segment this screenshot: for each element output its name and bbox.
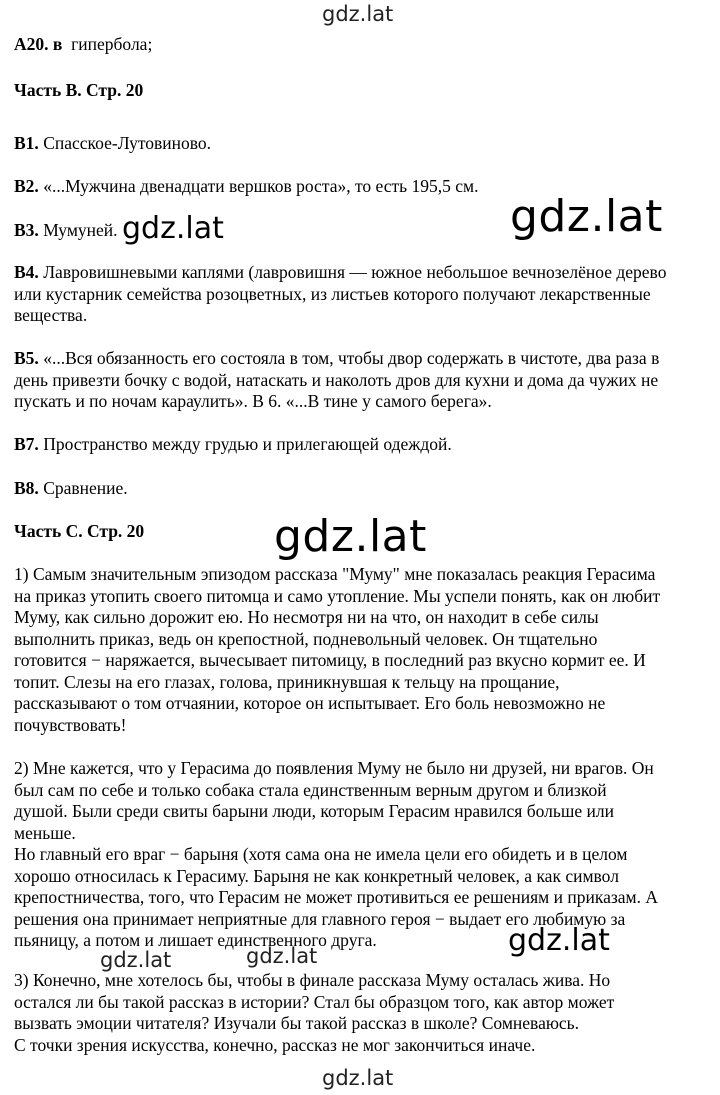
answer-c3-line: 3) Конечно, мне хотелось бы, чтобы в финале рассказа Муму осталась жива. Но: [14, 970, 611, 990]
answer-c3: [14, 970, 712, 1056]
watermark-right-large: gdz.lat: [510, 191, 663, 242]
answer-b5-label: В5.: [14, 348, 39, 368]
answer-c1: [14, 564, 712, 736]
answer-c1-line: рассказывают о том отчаянии, которое он испытывает. Его боль невозможно не: [14, 693, 606, 713]
answer-c1-line: готовится − наряжается, вычесывает питомицу, в последний раз вкусно кормит ее. И: [14, 650, 646, 670]
answer-b8-text: Сравнение.: [43, 478, 128, 498]
answer-b5-line: день привезти бочку с водой, натаскать и наколоть дров для кухни и дома да чужих не: [14, 369, 659, 390]
answer-c2-line: меньше.: [14, 822, 76, 843]
answer-b2-label: В2.: [14, 176, 39, 196]
watermark-left-bottom: gdz.lat: [100, 948, 172, 972]
answer-c1-line: почувствовать!: [14, 714, 127, 735]
answer-a20: [14, 34, 712, 56]
answer-b8-label: В8.: [14, 478, 39, 498]
answer-c1-line: на приказ утопить своего питомца и само утопление. Мы успели понять, как он любит: [14, 585, 661, 606]
watermark-center-bottom: gdz.lat: [246, 944, 318, 968]
watermark-footer: gdz.lat: [322, 1066, 394, 1090]
answer-c2-line: был сам по себе и только собака стала единственным верным другом и близкой: [14, 779, 607, 800]
watermark-right-mid: gdz.lat: [508, 923, 610, 958]
answer-c2-line: пьяницу, а потом и лишает единственного друга.: [14, 930, 377, 950]
answer-b1: [14, 133, 712, 155]
answer-b5: [14, 348, 712, 413]
answer-c2-line: крепостничества, того, что Герасим не может противиться ее решениям и приказам. А: [14, 887, 658, 907]
answer-b1-label: В1.: [14, 133, 39, 153]
answer-b8: [14, 478, 712, 500]
answer-b2-text: «...Мужчина двенадцати вершков роста», то есть 195,5 см.: [43, 176, 479, 196]
answer-b4-line: Лавровишневыми каплями (лавровишня — южное небольшое вечнозелёное дерево: [43, 262, 667, 282]
answer-a20-letter: в: [52, 34, 63, 54]
answer-b5-line: «...Вся обязанность его состояла в том, чтобы двор содержать в чистоте, два раза в: [43, 348, 660, 368]
answer-c1-line: 1) Самым значительным эпизодом рассказа "Муму" мне показалась реакция Герасима: [14, 564, 656, 584]
watermark-center-large: gdz.lat: [274, 511, 427, 562]
part-b-heading: Часть В. Стр. 20: [14, 80, 144, 100]
answer-c2: [14, 758, 712, 952]
answer-b1-text: Спасское-Лутовиново.: [43, 133, 212, 153]
answer-a20-text: гипербола;: [71, 34, 153, 54]
part-c-heading: Часть С. Стр. 20: [14, 521, 145, 541]
answer-b4-label: В4.: [14, 262, 39, 282]
answer-c3-line: С точки зрения искусства, конечно, рассказ не мог закончиться иначе.: [14, 1034, 536, 1055]
answer-c1-line: Муму, как сильно дорожит ею. Но несмотря ни на что, он находит в себе силы: [14, 607, 599, 627]
answer-b7: [14, 434, 712, 456]
answer-a20-label: А20.: [14, 34, 49, 54]
answer-b3-label: В3.: [14, 220, 39, 240]
watermark-top: gdz.lat: [322, 2, 394, 26]
answer-c2-line: 2) Мне кажется, что у Герасима до появления Муму не было ни друзей, ни врагов. Он: [14, 758, 654, 778]
answer-b7-text: Пространство между грудью и прилегающей одеждой.: [43, 434, 452, 454]
answer-b4-line: вещества.: [14, 305, 88, 325]
answer-b7-label: В7.: [14, 434, 39, 454]
answer-b4: [14, 262, 712, 327]
answer-c3-line: вызвать эмоции читателя? Изучали бы такой рассказ в школе? Сомневаюсь.: [14, 1013, 580, 1033]
watermark-inline-b3: gdz.lat: [122, 211, 224, 246]
answer-c2-line: хорошо относилась к Герасиму. Барыня не как конкретный человек, а как символ: [14, 865, 619, 886]
answer-b2: [14, 176, 712, 198]
answer-b5-line: пускать и по ночам караулить». В 6. «...В тине у самого берега».: [14, 391, 492, 411]
answer-c3-line: остался ли бы такой рассказ в истории? Стал бы образцом того, как автор может: [14, 991, 615, 1012]
answer-c1-line: топит. Слезы на его глазах, голова, приникнувшая к тельцу на прощание,: [14, 671, 560, 692]
answer-b3: [14, 220, 712, 242]
answer-c1-line: выполнить приказ, ведь он крепостной, подневольный человек. Он тщательно: [14, 628, 598, 649]
answer-c2-line: решения она принимает неприятные для главного героя − выдает его любимую за: [14, 908, 626, 929]
answer-b3-text: Мумуней.: [43, 220, 118, 240]
answer-b4-line: или кустарник семейства розоцветных, из листьев которого получают лекарственные: [14, 283, 651, 304]
answer-c2-line: Но главный его враг − барыня (хотя сама она не имела цели его обидеть и в целом: [14, 844, 628, 864]
answer-c2-line: душой. Были среди свиты барыни люди, которым Герасим нравился больше или: [14, 801, 614, 821]
